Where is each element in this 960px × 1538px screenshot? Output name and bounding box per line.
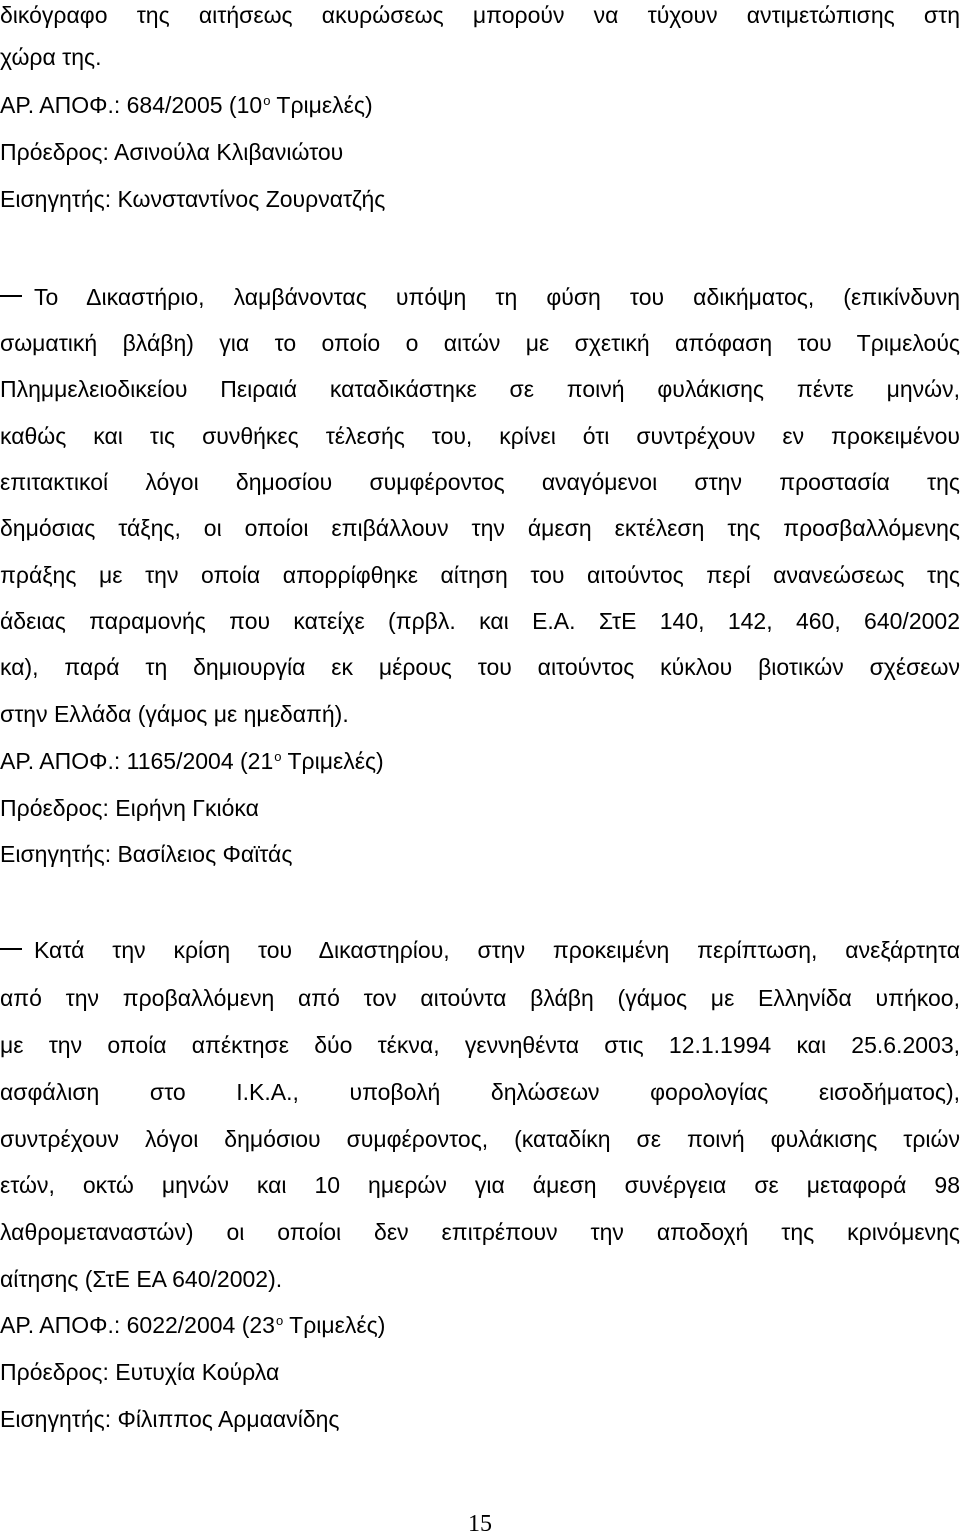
decision-reference	[0, 90, 960, 120]
rapporteur-line: Εισηγητής: Φίλιππος Αρμαανίδης	[0, 1406, 340, 1432]
decision-reference	[0, 1310, 960, 1340]
text-line: λαθρομεταναστών) οι οποίοι δεν επιτρέπουν την αποδοχή της κρινόμενης	[0, 1219, 960, 1245]
president-line: Πρόεδρος: Ασινούλα Κλιβανιώτου	[0, 139, 344, 165]
text-line: στην Ελλάδα (γάμος με ημεδαπή).	[0, 701, 349, 727]
paragraph-first-line	[0, 282, 960, 312]
dash-bullet-icon	[0, 295, 22, 297]
text-line: αίτησης (ΣτΕ ΕΑ 640/2002).	[0, 1266, 283, 1292]
president-line: Πρόεδρος: Ειρήνη Γκιόκα	[0, 795, 259, 821]
text-line: από την προβαλλόμενη από τον αιτούντα βλάβη (γάμος με Ελληνίδα υπήκοο,	[0, 985, 960, 1011]
rapporteur-line: Εισηγητής: Κωνσταντίνος Ζουρνατζής	[0, 186, 386, 212]
ordinal-superscript: ο	[274, 749, 282, 764]
text-line: δημόσιας τάξης, οι οποίοι επιβάλλουν την άμεση εκτέλεση της προσβαλλόμενης	[0, 515, 960, 541]
text-line: κα), παρά τη δημιουργία εκ μέρους του αιτούντος κύκλου βιοτικών σχέσεων	[0, 654, 960, 680]
page-number: 15	[468, 1511, 492, 1537]
ordinal-superscript: ο	[275, 1313, 284, 1328]
decision-reference	[0, 746, 960, 776]
text-line: δικόγραφο της αιτήσεως ακυρώσεως μπορούν να τύχουν αντιμετώπισης στη	[0, 2, 960, 28]
text-line: συντρέχουν λόγοι δημόσιου συμφέροντος, (καταδίκη σε ποινή φυλάκισης τριών	[0, 1126, 960, 1152]
rapporteur-line: Εισηγητής: Βασίλειος Φαϊτάς	[0, 841, 293, 867]
ordinal-superscript: ο	[263, 93, 271, 108]
text-line: πράξης με την οποία απορρίφθηκε αίτηση του αιτούντος περί ανανεώσεως της	[0, 562, 960, 588]
dash-bullet-icon	[0, 948, 22, 950]
text-line: επιτακτικοί λόγοι δημοσίου συμφέροντος αναγόμενοι στην προστασία της	[0, 469, 960, 495]
decision-reference-court: Τριμελές)	[281, 748, 384, 774]
text-line: με την οποία απέκτησε δύο τέκνα, γεννηθέντα στις 12.1.1994 και 25.6.2003,	[0, 1032, 960, 1058]
decision-reference-number: ΑΡ. ΑΠΟΦ.: 684/2005 (10	[0, 92, 263, 118]
text-line: ασφάλιση στο Ι.Κ.Α., υποβολή δηλώσεων φορολογίας εισοδήματος),	[0, 1079, 960, 1105]
text-line: Πλημμελειοδικείου Πειραιά καταδικάστηκε σε ποινή φυλάκισης πέντε μηνών,	[0, 376, 960, 402]
text-line: Κατά την κρίση του Δικαστηρίου, στην προκειμένη περίπτωση, ανεξάρτητα	[34, 937, 960, 963]
text-line: χώρα της.	[0, 44, 102, 70]
decision-reference-number: ΑΡ. ΑΠΟΦ.: 1165/2004 (21	[0, 748, 274, 774]
text-line: ετών, οκτώ μηνών και 10 ημερών για άμεση συνέργεια σε μεταφορά 98	[0, 1172, 960, 1198]
decision-reference-number: ΑΡ. ΑΠΟΦ.: 6022/2004 (23	[0, 1312, 275, 1338]
text-line: σωματική βλάβη) για το οποίο ο αιτών με σχετική απόφαση του Τριμελούς	[0, 330, 960, 356]
decision-reference-court: Τριμελές)	[270, 92, 373, 118]
decision-reference-court: Τριμελές)	[283, 1312, 386, 1338]
text-line: Το Δικαστήριο, λαμβάνοντας υπόψη τη φύση του αδικήματος, (επικίνδυνη	[34, 284, 960, 310]
text-line: άδειας παραμονής που κατείχε (πρβλ. και Ε.Α. ΣτΕ 140, 142, 460, 640/2002	[0, 608, 960, 634]
text-line: καθώς και τις συνθήκες τέλεσής του, κρίνει ότι συντρέχουν εν προκειμένου	[0, 423, 960, 449]
paragraph-first-line	[0, 935, 960, 965]
president-line: Πρόεδρος: Ευτυχία Κούρλα	[0, 1359, 280, 1385]
